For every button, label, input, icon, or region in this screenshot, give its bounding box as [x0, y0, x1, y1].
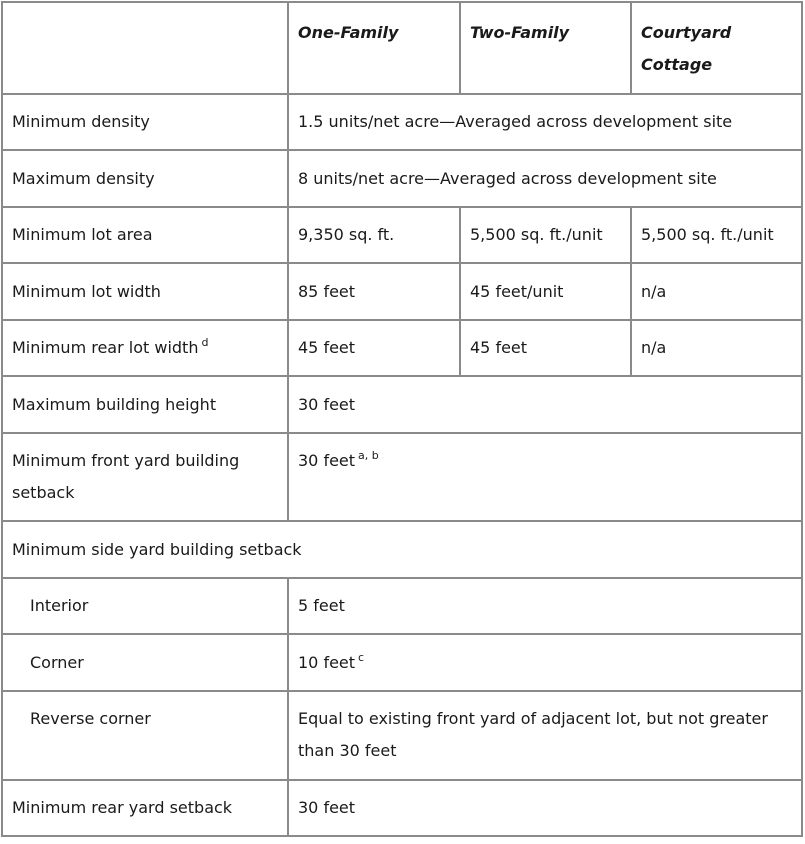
- row-label: Interior: [2, 578, 288, 634]
- table-row-corner: [2, 634, 802, 691]
- row-value-text: 30 feet: [298, 451, 356, 470]
- row-value: Equal to existing front yard of adjacent lot, but not greater than 30 feet: [288, 691, 802, 780]
- cell-one-family: 45 feet: [288, 320, 460, 376]
- row-label: Minimum density: [2, 94, 288, 150]
- cell-two-family: 45 feet/unit: [460, 263, 631, 320]
- table-row-min-rear-lot-width: [2, 320, 802, 376]
- row-label: Maximum density: [2, 150, 288, 207]
- table-row-min-lot-width: [2, 263, 802, 320]
- row-label: [2, 320, 288, 376]
- development-standards-table: [1, 1, 803, 837]
- section-label: Minimum side yard building setback: [2, 521, 802, 578]
- header-one-family: One-Family: [288, 2, 460, 94]
- table-row-reverse-corner: [2, 691, 802, 780]
- row-value: 1.5 units/net acre—Averaged across development site: [288, 94, 802, 150]
- table-row-interior: [2, 578, 802, 634]
- table-row-min-lot-area: [2, 207, 802, 263]
- cell-two-family: 5,500 sq. ft./unit: [460, 207, 631, 263]
- row-value: 30 feet: [288, 376, 802, 433]
- header-row: [2, 2, 802, 94]
- row-label: Minimum rear yard setback: [2, 780, 288, 836]
- row-label: Minimum lot width: [2, 263, 288, 320]
- cell-one-family: 85 feet: [288, 263, 460, 320]
- row-value: 5 feet: [288, 578, 802, 634]
- table-row-max-building-height: [2, 376, 802, 433]
- row-label: Reverse corner: [2, 691, 288, 780]
- table-row-min-front-yard: [2, 433, 802, 521]
- footnote-marker: c: [358, 650, 365, 664]
- cell-courtyard: n/a: [631, 320, 802, 376]
- row-value: 30 feet: [288, 780, 802, 836]
- header-empty-cell: [2, 2, 288, 94]
- cell-two-family: 45 feet: [460, 320, 631, 376]
- row-label: Minimum lot area: [2, 207, 288, 263]
- row-label: Corner: [2, 634, 288, 691]
- cell-courtyard: n/a: [631, 263, 802, 320]
- row-value: [288, 634, 802, 691]
- table-row-min-rear-yard: [2, 780, 802, 836]
- row-label: Maximum building height: [2, 376, 288, 433]
- header-courtyard-cottage: Courtyard Cottage: [631, 2, 802, 94]
- row-label-text: Minimum rear lot width: [12, 338, 199, 357]
- row-label: Minimum front yard building setback: [2, 433, 288, 521]
- cell-courtyard: 5,500 sq. ft./unit: [631, 207, 802, 263]
- row-value-text: 10 feet: [298, 652, 356, 672]
- table-row-max-density: [2, 150, 802, 207]
- header-two-family: Two-Family: [460, 2, 631, 94]
- table-row-min-density: [2, 94, 802, 150]
- row-value: [288, 433, 802, 521]
- footnote-marker: a, b: [358, 449, 379, 462]
- cell-one-family: 9,350 sq. ft.: [288, 207, 460, 263]
- row-value: 8 units/net acre—Averaged across development site: [288, 150, 802, 207]
- table-row-min-side-yard: [2, 521, 802, 578]
- footnote-marker: d: [201, 336, 209, 349]
